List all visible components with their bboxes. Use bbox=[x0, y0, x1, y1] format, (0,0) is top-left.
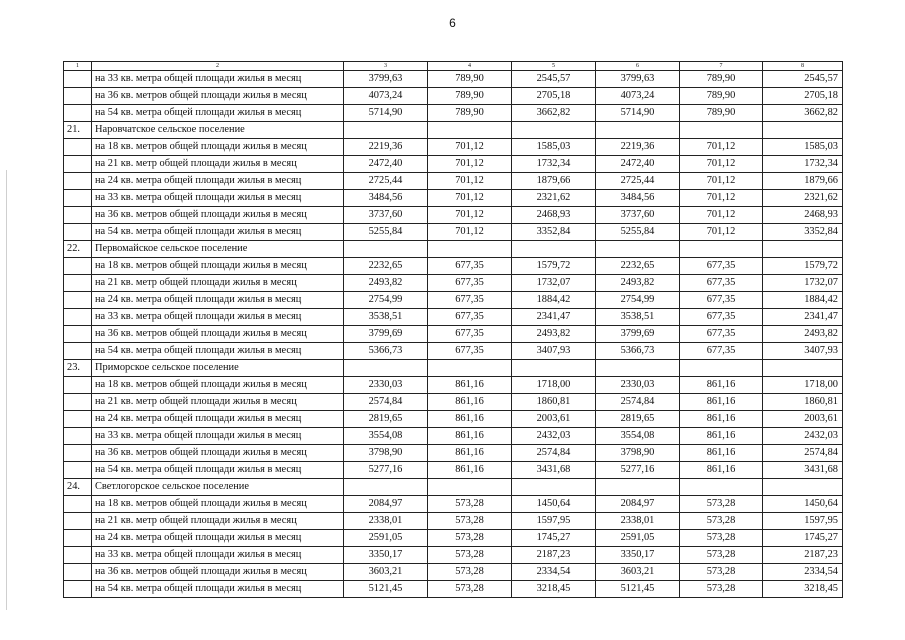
row-number-cell bbox=[64, 275, 92, 292]
value-cell: 1579,72 bbox=[763, 258, 843, 275]
value-cell: 677,35 bbox=[680, 309, 763, 326]
value-cell: 3538,51 bbox=[596, 309, 680, 326]
value-cell: 677,35 bbox=[428, 275, 512, 292]
value-cell: 789,90 bbox=[428, 105, 512, 122]
value-cell: 789,90 bbox=[680, 88, 763, 105]
value-cell: 861,16 bbox=[680, 394, 763, 411]
value-cell: 677,35 bbox=[428, 326, 512, 343]
row-number-cell bbox=[64, 445, 92, 462]
value-cell: 573,28 bbox=[428, 513, 512, 530]
value-cell: 2341,47 bbox=[763, 309, 843, 326]
row-number-cell bbox=[64, 428, 92, 445]
value-cell: 2493,82 bbox=[763, 326, 843, 343]
row-number-cell bbox=[64, 394, 92, 411]
value-cell: 3407,93 bbox=[763, 343, 843, 360]
value-cell: 1718,00 bbox=[512, 377, 596, 394]
table-row bbox=[64, 343, 843, 360]
row-number-cell bbox=[64, 190, 92, 207]
value-cell: 2330,03 bbox=[344, 377, 428, 394]
value-cell: 2472,40 bbox=[344, 156, 428, 173]
value-cell: 861,16 bbox=[428, 445, 512, 462]
table-row bbox=[64, 394, 843, 411]
value-cell: 701,12 bbox=[680, 156, 763, 173]
table-row bbox=[64, 105, 843, 122]
row-number-cell bbox=[64, 156, 92, 173]
section-number: 24. bbox=[64, 479, 92, 496]
row-description: на 54 кв. метра общей площади жилья в месяц bbox=[92, 343, 344, 360]
empty-cell bbox=[428, 122, 512, 139]
row-description: на 21 кв. метр общей площади жилья в месяц bbox=[92, 513, 344, 530]
row-number-cell bbox=[64, 292, 92, 309]
value-cell: 1884,42 bbox=[512, 292, 596, 309]
value-cell: 5255,84 bbox=[596, 224, 680, 241]
row-description: на 33 кв. метра общей площади жилья в месяц bbox=[92, 428, 344, 445]
empty-cell bbox=[596, 122, 680, 139]
value-cell: 2334,54 bbox=[512, 564, 596, 581]
row-description: на 18 кв. метров общей площади жилья в месяц bbox=[92, 496, 344, 513]
value-cell: 701,12 bbox=[680, 190, 763, 207]
value-cell: 789,90 bbox=[680, 71, 763, 88]
empty-cell bbox=[596, 479, 680, 496]
column-number: 7 bbox=[680, 62, 763, 71]
section-number: 23. bbox=[64, 360, 92, 377]
value-cell: 5714,90 bbox=[596, 105, 680, 122]
empty-cell bbox=[763, 360, 843, 377]
value-cell: 677,35 bbox=[680, 275, 763, 292]
value-cell: 861,16 bbox=[428, 428, 512, 445]
empty-cell bbox=[763, 122, 843, 139]
value-cell: 861,16 bbox=[428, 377, 512, 394]
value-cell: 1732,34 bbox=[512, 156, 596, 173]
value-cell: 3484,56 bbox=[344, 190, 428, 207]
empty-cell bbox=[763, 479, 843, 496]
value-cell: 2330,03 bbox=[596, 377, 680, 394]
table-row bbox=[64, 445, 843, 462]
value-cell: 1745,27 bbox=[512, 530, 596, 547]
value-cell: 2725,44 bbox=[344, 173, 428, 190]
value-cell: 1597,95 bbox=[512, 513, 596, 530]
value-cell: 2819,65 bbox=[596, 411, 680, 428]
value-cell: 3218,45 bbox=[763, 581, 843, 598]
page-number: 6 bbox=[449, 16, 456, 30]
row-description: на 24 кв. метра общей площади жилья в месяц bbox=[92, 411, 344, 428]
section-row bbox=[64, 241, 843, 258]
section-number: 22. bbox=[64, 241, 92, 258]
page-edge-line bbox=[6, 170, 7, 610]
table-row bbox=[64, 513, 843, 530]
row-description: на 54 кв. метра общей площади жилья в месяц bbox=[92, 105, 344, 122]
section-row bbox=[64, 360, 843, 377]
value-cell: 573,28 bbox=[428, 547, 512, 564]
value-cell: 2338,01 bbox=[596, 513, 680, 530]
value-cell: 1597,95 bbox=[763, 513, 843, 530]
value-cell: 2219,36 bbox=[596, 139, 680, 156]
value-cell: 2432,03 bbox=[763, 428, 843, 445]
section-title: Наровчатское сельское поселение bbox=[92, 122, 344, 139]
value-cell: 1879,66 bbox=[512, 173, 596, 190]
value-cell: 701,12 bbox=[428, 190, 512, 207]
value-cell: 3737,60 bbox=[596, 207, 680, 224]
value-cell: 2321,62 bbox=[512, 190, 596, 207]
empty-cell bbox=[428, 360, 512, 377]
value-cell: 2232,65 bbox=[596, 258, 680, 275]
empty-cell bbox=[344, 122, 428, 139]
empty-cell bbox=[512, 241, 596, 258]
row-description: на 54 кв. метра общей площади жилья в месяц bbox=[92, 581, 344, 598]
value-cell: 3218,45 bbox=[512, 581, 596, 598]
value-cell: 1879,66 bbox=[763, 173, 843, 190]
value-cell: 789,90 bbox=[428, 88, 512, 105]
value-cell: 3350,17 bbox=[596, 547, 680, 564]
value-cell: 861,16 bbox=[680, 462, 763, 479]
value-cell: 2187,23 bbox=[512, 547, 596, 564]
value-cell: 2084,97 bbox=[596, 496, 680, 513]
value-cell: 2493,82 bbox=[344, 275, 428, 292]
table-row bbox=[64, 224, 843, 241]
table-row bbox=[64, 173, 843, 190]
value-cell: 2591,05 bbox=[344, 530, 428, 547]
value-cell: 573,28 bbox=[680, 530, 763, 547]
row-description: на 24 кв. метра общей площади жилья в месяц bbox=[92, 173, 344, 190]
section-title: Светлогорское сельское поселение bbox=[92, 479, 344, 496]
value-cell: 2472,40 bbox=[596, 156, 680, 173]
value-cell: 573,28 bbox=[680, 513, 763, 530]
value-cell: 3798,90 bbox=[596, 445, 680, 462]
empty-cell bbox=[428, 241, 512, 258]
value-cell: 5277,16 bbox=[344, 462, 428, 479]
table-row bbox=[64, 326, 843, 343]
table-row bbox=[64, 411, 843, 428]
table-row bbox=[64, 139, 843, 156]
empty-cell bbox=[680, 241, 763, 258]
empty-cell bbox=[512, 479, 596, 496]
row-number-cell bbox=[64, 71, 92, 88]
row-number-cell bbox=[64, 173, 92, 190]
row-description: на 24 кв. метра общей площади жилья в месяц bbox=[92, 530, 344, 547]
row-description: на 21 кв. метр общей площади жилья в месяц bbox=[92, 394, 344, 411]
value-cell: 5714,90 bbox=[344, 105, 428, 122]
value-cell: 2338,01 bbox=[344, 513, 428, 530]
value-cell: 1718,00 bbox=[763, 377, 843, 394]
value-cell: 701,12 bbox=[680, 224, 763, 241]
value-cell: 2754,99 bbox=[344, 292, 428, 309]
row-description: на 54 кв. метра общей площади жилья в месяц bbox=[92, 462, 344, 479]
value-cell: 701,12 bbox=[680, 173, 763, 190]
table-row bbox=[64, 207, 843, 224]
value-cell: 3798,90 bbox=[344, 445, 428, 462]
row-description: на 33 кв. метра общей площади жилья в месяц bbox=[92, 309, 344, 326]
value-cell: 5366,73 bbox=[344, 343, 428, 360]
value-cell: 3554,08 bbox=[596, 428, 680, 445]
value-cell: 701,12 bbox=[680, 139, 763, 156]
table-row bbox=[64, 309, 843, 326]
value-cell: 701,12 bbox=[428, 156, 512, 173]
value-cell: 3737,60 bbox=[344, 207, 428, 224]
empty-cell bbox=[680, 479, 763, 496]
value-cell: 3799,69 bbox=[344, 326, 428, 343]
row-number-cell bbox=[64, 224, 92, 241]
value-cell: 701,12 bbox=[428, 224, 512, 241]
table-row bbox=[64, 581, 843, 598]
value-cell: 573,28 bbox=[428, 564, 512, 581]
value-cell: 677,35 bbox=[428, 258, 512, 275]
row-description: на 33 кв. метра общей площади жилья в месяц bbox=[92, 190, 344, 207]
column-number: 8 bbox=[763, 62, 843, 71]
table-row bbox=[64, 377, 843, 394]
section-title: Первомайское сельское поселение bbox=[92, 241, 344, 258]
row-description: на 36 кв. метров общей площади жилья в месяц bbox=[92, 207, 344, 224]
table-row bbox=[64, 156, 843, 173]
row-description: на 24 кв. метра общей площади жилья в месяц bbox=[92, 292, 344, 309]
section-title: Приморское сельское поселение bbox=[92, 360, 344, 377]
value-cell: 677,35 bbox=[680, 343, 763, 360]
table-row bbox=[64, 258, 843, 275]
row-number-cell bbox=[64, 547, 92, 564]
row-description: на 18 кв. метров общей площади жилья в месяц bbox=[92, 258, 344, 275]
row-number-cell bbox=[64, 564, 92, 581]
value-cell: 1585,03 bbox=[512, 139, 596, 156]
table-row bbox=[64, 292, 843, 309]
column-number: 5 bbox=[512, 62, 596, 71]
value-cell: 677,35 bbox=[680, 258, 763, 275]
value-cell: 2574,84 bbox=[512, 445, 596, 462]
row-description: на 36 кв. метров общей площади жилья в месяц bbox=[92, 326, 344, 343]
tariff-table bbox=[63, 61, 843, 598]
value-cell: 573,28 bbox=[428, 496, 512, 513]
row-description: на 21 кв. метр общей площади жилья в месяц bbox=[92, 275, 344, 292]
table-row bbox=[64, 530, 843, 547]
value-cell: 1450,64 bbox=[763, 496, 843, 513]
value-cell: 2725,44 bbox=[596, 173, 680, 190]
table-row bbox=[64, 88, 843, 105]
value-cell: 2321,62 bbox=[763, 190, 843, 207]
value-cell: 2574,84 bbox=[344, 394, 428, 411]
value-cell: 3554,08 bbox=[344, 428, 428, 445]
column-number: 3 bbox=[344, 62, 428, 71]
value-cell: 1450,64 bbox=[512, 496, 596, 513]
table-row bbox=[64, 547, 843, 564]
value-cell: 861,16 bbox=[680, 445, 763, 462]
value-cell: 1732,07 bbox=[512, 275, 596, 292]
value-cell: 3407,93 bbox=[512, 343, 596, 360]
value-cell: 861,16 bbox=[428, 462, 512, 479]
table-row bbox=[64, 275, 843, 292]
value-cell: 4073,24 bbox=[596, 88, 680, 105]
row-description: на 33 кв. метра общей площади жилья в месяц bbox=[92, 547, 344, 564]
column-number: 6 bbox=[596, 62, 680, 71]
value-cell: 861,16 bbox=[680, 377, 763, 394]
row-description: на 18 кв. метров общей площади жилья в месяц bbox=[92, 139, 344, 156]
row-description: на 36 кв. метров общей площади жилья в месяц bbox=[92, 88, 344, 105]
value-cell: 701,12 bbox=[428, 173, 512, 190]
value-cell: 701,12 bbox=[428, 139, 512, 156]
row-description: на 21 кв. метр общей площади жилья в месяц bbox=[92, 156, 344, 173]
value-cell: 2468,93 bbox=[763, 207, 843, 224]
value-cell: 3352,84 bbox=[763, 224, 843, 241]
table-row bbox=[64, 428, 843, 445]
value-cell: 2003,61 bbox=[763, 411, 843, 428]
column-number: 4 bbox=[428, 62, 512, 71]
table-row bbox=[64, 71, 843, 88]
empty-cell bbox=[680, 122, 763, 139]
table-row bbox=[64, 190, 843, 207]
value-cell: 861,16 bbox=[680, 411, 763, 428]
value-cell: 2545,57 bbox=[763, 71, 843, 88]
table-row bbox=[64, 564, 843, 581]
row-number-cell bbox=[64, 513, 92, 530]
value-cell: 1732,34 bbox=[763, 156, 843, 173]
row-number-cell bbox=[64, 530, 92, 547]
value-cell: 2705,18 bbox=[763, 88, 843, 105]
value-cell: 3603,21 bbox=[344, 564, 428, 581]
value-cell: 2591,05 bbox=[596, 530, 680, 547]
value-cell: 573,28 bbox=[680, 547, 763, 564]
column-number: 2 bbox=[92, 62, 344, 71]
value-cell: 4073,24 bbox=[344, 88, 428, 105]
value-cell: 2341,47 bbox=[512, 309, 596, 326]
value-cell: 1585,03 bbox=[763, 139, 843, 156]
row-number-cell bbox=[64, 377, 92, 394]
row-number-cell bbox=[64, 88, 92, 105]
column-number: 1 bbox=[64, 62, 92, 71]
value-cell: 3603,21 bbox=[596, 564, 680, 581]
value-cell: 2084,97 bbox=[344, 496, 428, 513]
value-cell: 789,90 bbox=[428, 71, 512, 88]
row-number-cell bbox=[64, 309, 92, 326]
empty-cell bbox=[680, 360, 763, 377]
value-cell: 2754,99 bbox=[596, 292, 680, 309]
empty-cell bbox=[512, 122, 596, 139]
row-number-cell bbox=[64, 496, 92, 513]
value-cell: 1745,27 bbox=[763, 530, 843, 547]
value-cell: 3484,56 bbox=[596, 190, 680, 207]
value-cell: 2334,54 bbox=[763, 564, 843, 581]
value-cell: 1860,81 bbox=[763, 394, 843, 411]
row-number-cell bbox=[64, 105, 92, 122]
value-cell: 2468,93 bbox=[512, 207, 596, 224]
value-cell: 3431,68 bbox=[512, 462, 596, 479]
value-cell: 1884,42 bbox=[763, 292, 843, 309]
row-number-cell bbox=[64, 581, 92, 598]
value-cell: 3352,84 bbox=[512, 224, 596, 241]
value-cell: 3538,51 bbox=[344, 309, 428, 326]
row-number-cell bbox=[64, 139, 92, 156]
value-cell: 5277,16 bbox=[596, 462, 680, 479]
section-row bbox=[64, 122, 843, 139]
value-cell: 861,16 bbox=[428, 394, 512, 411]
value-cell: 3799,63 bbox=[596, 71, 680, 88]
column-number-row bbox=[64, 62, 843, 71]
value-cell: 1860,81 bbox=[512, 394, 596, 411]
value-cell: 701,12 bbox=[428, 207, 512, 224]
value-cell: 5121,45 bbox=[344, 581, 428, 598]
value-cell: 573,28 bbox=[428, 530, 512, 547]
value-cell: 5255,84 bbox=[344, 224, 428, 241]
value-cell: 789,90 bbox=[680, 105, 763, 122]
value-cell: 2819,65 bbox=[344, 411, 428, 428]
value-cell: 2219,36 bbox=[344, 139, 428, 156]
value-cell: 573,28 bbox=[680, 564, 763, 581]
value-cell: 573,28 bbox=[428, 581, 512, 598]
row-description: на 36 кв. метров общей площади жилья в месяц bbox=[92, 445, 344, 462]
row-description: на 36 кв. метров общей площади жилья в месяц bbox=[92, 564, 344, 581]
value-cell: 677,35 bbox=[428, 292, 512, 309]
value-cell: 677,35 bbox=[680, 292, 763, 309]
table-row bbox=[64, 496, 843, 513]
value-cell: 3662,82 bbox=[512, 105, 596, 122]
empty-cell bbox=[428, 479, 512, 496]
value-cell: 677,35 bbox=[428, 343, 512, 360]
value-cell: 2705,18 bbox=[512, 88, 596, 105]
value-cell: 861,16 bbox=[428, 411, 512, 428]
section-row bbox=[64, 479, 843, 496]
value-cell: 3431,68 bbox=[763, 462, 843, 479]
section-number: 21. bbox=[64, 122, 92, 139]
value-cell: 2574,84 bbox=[763, 445, 843, 462]
value-cell: 2187,23 bbox=[763, 547, 843, 564]
row-number-cell bbox=[64, 207, 92, 224]
empty-cell bbox=[596, 241, 680, 258]
empty-cell bbox=[596, 360, 680, 377]
value-cell: 2574,84 bbox=[596, 394, 680, 411]
row-description: на 54 кв. метра общей площади жилья в месяц bbox=[92, 224, 344, 241]
value-cell: 701,12 bbox=[680, 207, 763, 224]
row-number-cell bbox=[64, 462, 92, 479]
row-number-cell bbox=[64, 326, 92, 343]
row-number-cell bbox=[64, 411, 92, 428]
value-cell: 3799,69 bbox=[596, 326, 680, 343]
row-number-cell bbox=[64, 343, 92, 360]
value-cell: 2493,82 bbox=[596, 275, 680, 292]
value-cell: 3662,82 bbox=[763, 105, 843, 122]
value-cell: 5121,45 bbox=[596, 581, 680, 598]
value-cell: 861,16 bbox=[680, 428, 763, 445]
empty-cell bbox=[344, 241, 428, 258]
value-cell: 677,35 bbox=[428, 309, 512, 326]
value-cell: 677,35 bbox=[680, 326, 763, 343]
value-cell: 1579,72 bbox=[512, 258, 596, 275]
value-cell: 5366,73 bbox=[596, 343, 680, 360]
value-cell: 2003,61 bbox=[512, 411, 596, 428]
empty-cell bbox=[344, 360, 428, 377]
table-row bbox=[64, 462, 843, 479]
row-description: на 33 кв. метра общей площади жилья в месяц bbox=[92, 71, 344, 88]
value-cell: 3350,17 bbox=[344, 547, 428, 564]
row-description: на 18 кв. метров общей площади жилья в месяц bbox=[92, 377, 344, 394]
empty-cell bbox=[763, 241, 843, 258]
value-cell: 2493,82 bbox=[512, 326, 596, 343]
value-cell: 573,28 bbox=[680, 581, 763, 598]
empty-cell bbox=[512, 360, 596, 377]
empty-cell bbox=[344, 479, 428, 496]
value-cell: 3799,63 bbox=[344, 71, 428, 88]
table-body bbox=[64, 62, 843, 598]
value-cell: 1732,07 bbox=[763, 275, 843, 292]
value-cell: 2545,57 bbox=[512, 71, 596, 88]
row-number-cell bbox=[64, 258, 92, 275]
value-cell: 573,28 bbox=[680, 496, 763, 513]
value-cell: 2232,65 bbox=[344, 258, 428, 275]
value-cell: 2432,03 bbox=[512, 428, 596, 445]
